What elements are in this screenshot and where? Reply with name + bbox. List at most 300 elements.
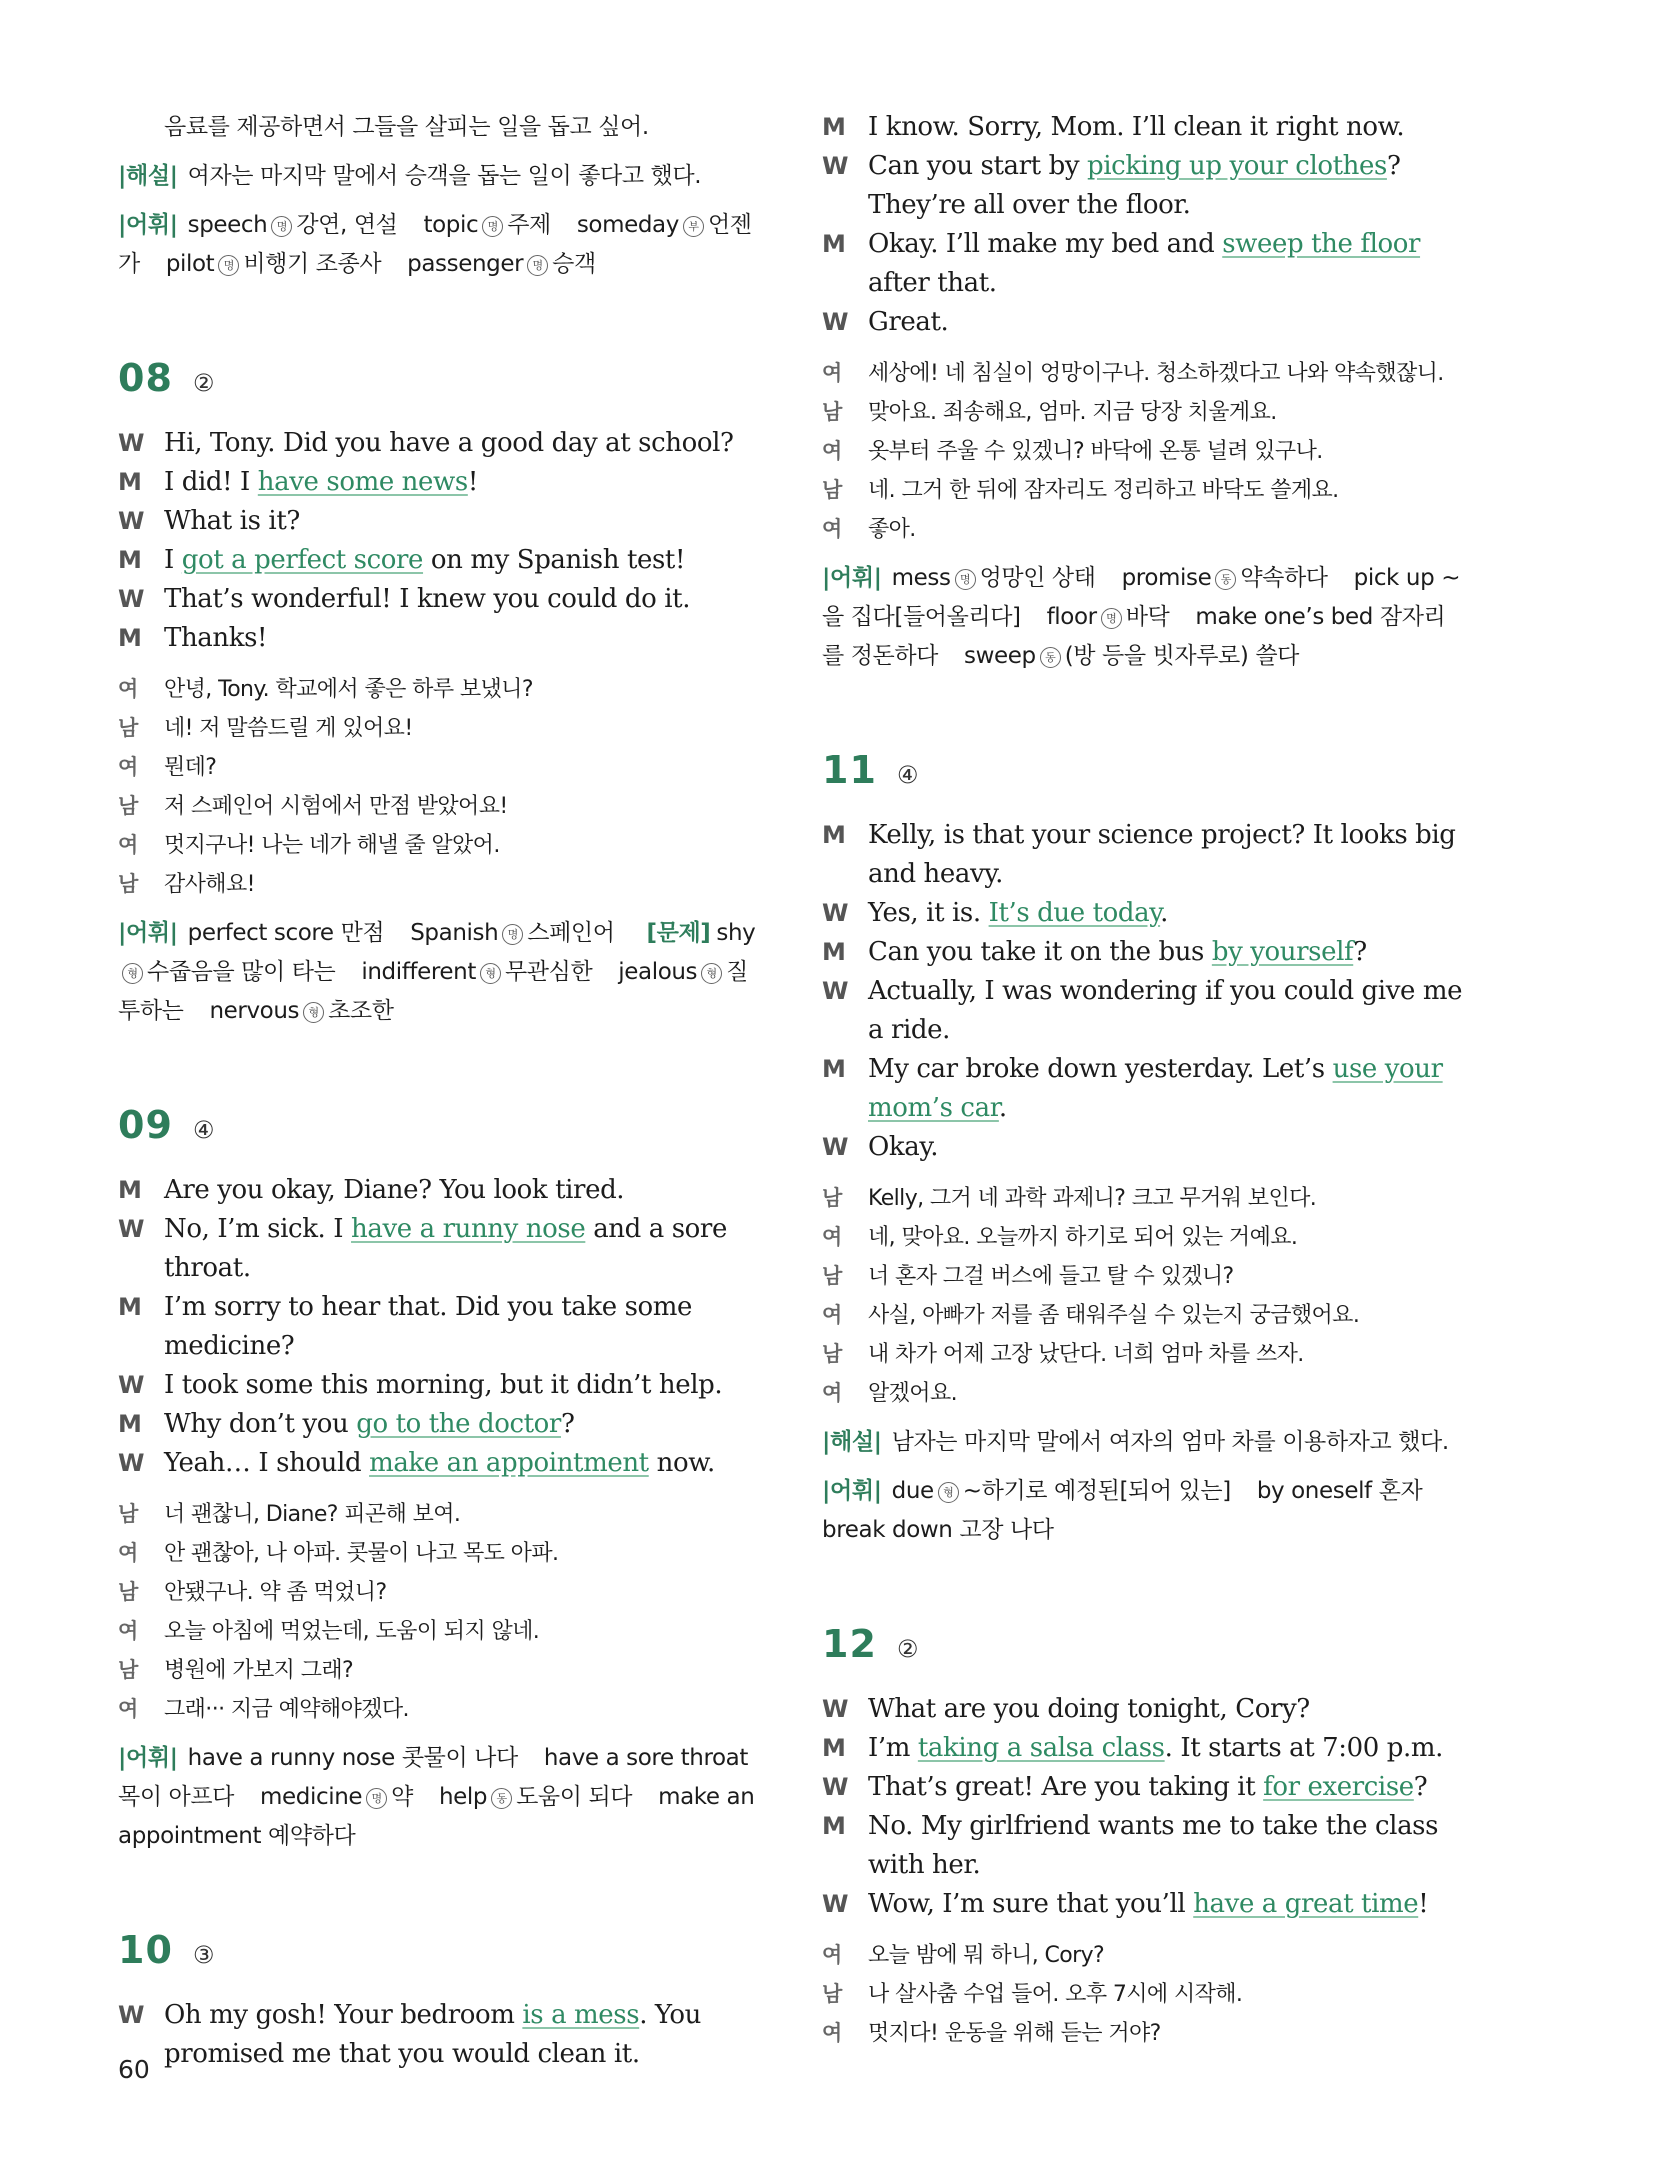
translation-continuation: 음료를 제공하면서 그들을 살피는 일을 돕고 싶어.: [164, 114, 649, 140]
section-heading: [118, 356, 763, 418]
translation-line: [822, 1335, 1467, 1374]
translation-line: [118, 1651, 763, 1690]
key-phrase: sweep the floor: [1222, 229, 1421, 259]
translation-line: [118, 1573, 763, 1612]
dialogue-text: [868, 1729, 1467, 1768]
dialogue-line: [118, 463, 763, 502]
vocab-word: floor: [1046, 604, 1097, 630]
vocab-meaning: 엉망인 상태: [979, 565, 1096, 591]
translation-text: 알겠어요.: [868, 1381, 958, 1406]
section-heading: [822, 748, 1467, 810]
translation-line: [118, 826, 763, 865]
text-part: .: [998, 1093, 1007, 1123]
part-of-speech-mark: 명: [271, 216, 292, 237]
text-part: Oh my gosh! Your bedroom: [164, 2000, 523, 2030]
dialogue-text: [868, 225, 1467, 303]
dialogue-text: [868, 108, 1467, 147]
translation-text: 병원에 가보지 그래?: [164, 1658, 354, 1683]
text-part: What are you doing tonight, Cory?: [868, 1694, 1310, 1724]
dialogue-text: [164, 1210, 763, 1288]
text-part: Yes, it is.: [868, 898, 989, 928]
speaker-label: 여: [118, 677, 138, 701]
dialogue-text: [164, 1171, 763, 1210]
dialogue-text: [868, 303, 1467, 342]
speaker-label: M: [118, 468, 142, 496]
vocabulary-note: [118, 914, 763, 1031]
text-part: Wow, I’m sure that you’ll: [868, 1889, 1194, 1919]
translation-line: [822, 1179, 1467, 1218]
text-part: Okay.: [868, 1132, 939, 1162]
speaker-label: 남: [822, 400, 842, 424]
dialogue-text: [164, 1405, 763, 1444]
text-part: ?: [1353, 937, 1367, 967]
text-part: Are you okay, Diane? You look tired.: [164, 1175, 625, 1205]
vocab-meaning: 목이 아프다: [118, 1784, 235, 1810]
translation-line: [822, 1374, 1467, 1413]
text-part: ?: [560, 1409, 575, 1439]
speaker-label: 여: [822, 361, 842, 385]
dialogue-line: [118, 1405, 763, 1444]
speaker-label: 남: [822, 1342, 842, 1366]
vocabulary-tag: |어휘|: [118, 1745, 178, 1771]
text-part: I’m: [868, 1733, 918, 1763]
vocab-meaning: 수줍음을 많이 타는: [147, 959, 336, 985]
explanation: [118, 157, 763, 196]
translation-line: [118, 865, 763, 904]
section-heading: [118, 1103, 763, 1165]
dialogue-line: [822, 1768, 1467, 1807]
section-heading: [118, 1928, 763, 1990]
speaker-label: 여: [822, 1303, 842, 1327]
text-part: !: [467, 467, 478, 497]
section-10-start: [118, 1928, 763, 2074]
translation-text: 그래··· 지금 예약해야겠다.: [164, 1697, 409, 1722]
vocab-word: by oneself: [1256, 1478, 1372, 1504]
dialogue-text: [164, 424, 763, 463]
section-09: [118, 1103, 763, 1856]
speaker-label: W: [822, 152, 849, 180]
text-part: No, I’m sick. I: [164, 1214, 352, 1244]
question-number: 11: [822, 748, 877, 792]
translation-block: [822, 1179, 1467, 1413]
vocab-meaning: 스페인어: [527, 920, 615, 946]
part-of-speech-mark: 동: [491, 1788, 512, 1809]
translation-block: [118, 1495, 763, 1729]
key-phrase: It’s due today: [988, 898, 1161, 928]
dialogue-line: [822, 303, 1467, 342]
translation-text: 감사해요!: [164, 872, 255, 897]
speaker-label: W: [118, 1215, 145, 1243]
translation-line: [822, 510, 1467, 549]
speaker-label: M: [118, 1293, 142, 1321]
speaker-label: M: [822, 1055, 846, 1083]
vocab-word: make one’s bed: [1195, 604, 1373, 630]
text-part: Thanks!: [164, 623, 268, 653]
translation-line: [118, 1495, 763, 1534]
translation-text: 안됐구나. 약 좀 먹었니?: [164, 1580, 387, 1605]
text-part: Great.: [868, 307, 949, 337]
dialogue-line: [118, 1366, 763, 1405]
speaker-label: W: [822, 1695, 849, 1723]
speaker-label: W: [118, 507, 145, 535]
part-of-speech-mark: 명: [366, 1788, 387, 1809]
speaker-label: 여: [822, 439, 842, 463]
part-of-speech-mark: 명: [482, 216, 503, 237]
speaker-label: 여: [822, 1943, 842, 1967]
text-part: I did! I: [164, 467, 258, 497]
translation-line: [118, 1690, 763, 1729]
speaker-label: W: [822, 1133, 849, 1161]
key-phrase: for exercise: [1263, 1772, 1414, 1802]
vocab-word: nervous: [209, 998, 300, 1024]
translation-block: [822, 354, 1467, 549]
vocab-meaning: 무관심한: [504, 959, 593, 985]
translation-line: [822, 1257, 1467, 1296]
dialogue-line: [822, 972, 1467, 1050]
text-part: I know. Sorry, Mom. I’ll clean it right now.: [868, 112, 1405, 142]
page-number: 60: [118, 2055, 150, 2084]
translation-text: 맞아요. 죄송해요, 엄마. 지금 당장 치울게요.: [868, 400, 1277, 425]
translation-line: [118, 670, 763, 709]
vocab-word: passenger: [407, 251, 524, 277]
vocab-word: topic: [423, 212, 479, 238]
translation-line: [822, 432, 1467, 471]
section-11: [822, 748, 1467, 1550]
speaker-label: 여: [822, 517, 842, 541]
dialogue-line: [118, 580, 763, 619]
speaker-label: 여: [118, 1697, 138, 1721]
translation-text: 네, 맞아요. 오늘까지 하기로 되어 있는 거예요.: [868, 1225, 1298, 1250]
speaker-label: M: [822, 1812, 846, 1840]
text-part: That’s wonderful! I knew you could do it.: [164, 584, 691, 614]
explanation-text: 남자는 마지막 말에서 여자의 엄마 차를 이용하자고 했다.: [891, 1429, 1449, 1455]
vocab-word: medicine: [260, 1784, 363, 1810]
part-of-speech-mark: 명: [218, 255, 239, 276]
speaker-label: 여: [118, 1619, 138, 1643]
dialogue-text: [164, 541, 763, 580]
translation-line: [822, 2014, 1467, 2053]
speaker-label: W: [822, 1773, 849, 1801]
vocab-word: someday: [576, 212, 679, 238]
translation-line: [822, 1218, 1467, 1257]
vocab-word: indifferent: [361, 959, 476, 985]
text-part: Can you take it on the bus: [868, 937, 1212, 967]
vocab-word: speech: [187, 212, 268, 238]
translation-line: [822, 471, 1467, 510]
translation-text: 좋아.: [868, 517, 916, 542]
speaker-label: M: [118, 624, 142, 652]
vocab-meaning: 강연, 연설: [296, 212, 398, 238]
dialogue-line: [822, 1729, 1467, 1768]
part-of-speech-mark: 동: [1040, 647, 1061, 668]
dialogue-text: [164, 580, 763, 619]
vocabulary-tag: |어휘|: [118, 920, 178, 946]
vocab-word: make an appointment: [118, 1784, 755, 1849]
vocab-word: sweep: [964, 643, 1036, 669]
dialogue-text: [164, 463, 763, 502]
dialogue-text: [164, 1996, 763, 2074]
dialogue-text: [164, 1366, 763, 1405]
part-of-speech-mark: 명: [1101, 608, 1122, 629]
vocab-meaning: 비행기 조종사: [243, 251, 382, 277]
translation-block: [822, 1936, 1467, 2053]
text-part: ? They’re all over the floor.: [868, 151, 1401, 220]
key-phrase: make an appointment: [369, 1448, 649, 1478]
translation-line: [822, 354, 1467, 393]
speaker-label: 여: [822, 1381, 842, 1405]
vocab-meaning: 고장 나다: [959, 1517, 1054, 1543]
speaker-label: W: [822, 308, 849, 336]
question-number: 10: [118, 1928, 173, 1972]
dialogue-line: [822, 816, 1467, 894]
text-part: . You promised me that you would clean it.: [164, 2000, 702, 2069]
speaker-label: 여: [118, 833, 138, 857]
translation-text: 너 혼자 그걸 버스에 들고 탈 수 있겠니?: [868, 1264, 1234, 1289]
dialogue-line: [118, 1288, 763, 1366]
dialogue-text: [164, 1288, 763, 1366]
speaker-label: 남: [822, 1186, 842, 1210]
vocab-meaning: 질투하는: [118, 959, 748, 1024]
explanation-tag: |해설|: [822, 1429, 882, 1455]
dialogue-text: [868, 894, 1467, 933]
dialogue-line: [118, 541, 763, 580]
vocab-meaning: 만점: [340, 920, 385, 946]
dialogue-line: [822, 1050, 1467, 1128]
dialogue-text: [868, 1807, 1467, 1885]
key-phrase: by yourself: [1211, 937, 1354, 967]
speaker-label: 남: [822, 1264, 842, 1288]
dialogue-text: [868, 933, 1467, 972]
vocabulary-note: [118, 206, 763, 284]
vocab-meaning: ~을 집다[들어올리다]: [822, 565, 1461, 630]
text-part: and a sore throat.: [164, 1214, 727, 1283]
text-part: Why don’t you: [164, 1409, 357, 1439]
vocabulary-note: [822, 559, 1467, 676]
translation-block: [118, 670, 763, 904]
dialogue-line: [822, 1885, 1467, 1924]
part-of-speech-mark: 형: [938, 1482, 959, 1503]
section-08: [118, 356, 763, 1031]
speaker-label: M: [822, 821, 846, 849]
dialogue-text: [164, 1444, 763, 1483]
dialogue-text: [868, 1128, 1467, 1167]
translation-line: [118, 1534, 763, 1573]
text-part: Hi, Tony. Did you have a good day at school?: [164, 428, 734, 458]
text-part: .: [1160, 898, 1168, 928]
part-of-speech-mark: 형: [122, 963, 143, 984]
answer-mark: ④: [192, 1116, 215, 1144]
text-part: I: [164, 545, 182, 575]
vocabulary-tag: |어휘|: [118, 212, 178, 238]
speaker-label: 여: [118, 1541, 138, 1565]
dialogue-line: [118, 1444, 763, 1483]
vocab-meaning: 약: [391, 1784, 413, 1810]
vocab-word: pilot: [165, 251, 215, 277]
speaker-label: 남: [118, 1658, 138, 1682]
text-part: . It starts at 7:00 p.m.: [1164, 1733, 1444, 1763]
speaker-label: W: [118, 2001, 145, 2029]
vocabulary-note: [118, 1739, 763, 1856]
text-part: Actually, I was wondering if you could give me a ride.: [868, 976, 1463, 1045]
speaker-label: W: [118, 585, 145, 613]
dialogue-line: [118, 1996, 763, 2074]
dialogue-text: [868, 972, 1467, 1050]
vocab-word: perfect score: [187, 920, 334, 946]
translation-text: 네. 그거 한 뒤에 잠자리도 정리하고 바닥도 쓸게요.: [868, 478, 1339, 503]
translation-text: Kelly, 그거 네 과학 과제니? 크고 무거워 보인다.: [868, 1186, 1317, 1211]
explanation-text: 여자는 마지막 말에서 승객을 돕는 일이 좋다고 했다.: [187, 163, 702, 189]
vocab-meaning: 혼자: [1378, 1478, 1423, 1504]
part-of-speech-mark: 명: [955, 569, 976, 590]
translation-line: [118, 748, 763, 787]
text-part: Okay. I’ll make my bed and: [868, 229, 1223, 259]
translation-text: 멋지구나! 나는 네가 해낼 줄 알았어.: [164, 833, 500, 858]
text-part: Can you start by: [868, 151, 1087, 181]
question-number: 12: [822, 1622, 877, 1666]
vocab-meaning: 언젠가: [118, 212, 752, 277]
speaker-label: W: [118, 1449, 145, 1477]
speaker-label: M: [822, 230, 846, 258]
text-part: My car broke down yesterday. Let’s: [868, 1054, 1333, 1084]
translation-text: 저 스페인어 시험에서 만점 받았어요!: [164, 794, 508, 819]
vocab-word: due: [891, 1478, 934, 1504]
section-10-continued: [822, 108, 1467, 676]
speaker-label: M: [118, 1176, 142, 1204]
text-part: What is it?: [164, 506, 300, 536]
left-column: [118, 108, 763, 2074]
text-part: !: [1418, 1889, 1429, 1919]
answer-mark: ④: [896, 761, 919, 789]
dialogue-line: [822, 894, 1467, 933]
speaker-label: 여: [822, 1225, 842, 1249]
dialogue-line: [822, 225, 1467, 303]
translation-text: 나 살사춤 수업 들어. 오후 7시에 시작해.: [868, 1982, 1243, 2007]
part-of-speech-mark: 명: [527, 255, 548, 276]
text-part: ?: [1413, 1772, 1428, 1802]
dialogue-line: [118, 619, 763, 658]
dialogue-text: [868, 816, 1467, 894]
answer-mark: ③: [192, 1941, 215, 1969]
translation-text: 내 차가 어제 고장 났단다. 너희 엄마 차를 쓰자.: [868, 1342, 1304, 1367]
translation-line: [822, 1296, 1467, 1335]
vocab-word: pick up: [1353, 565, 1435, 591]
translation-text: 너 괜찮니, Diane? 피곤해 보여.: [164, 1502, 461, 1527]
text-part: That’s great! Are you taking it: [868, 1772, 1264, 1802]
vocab-word: help: [438, 1784, 488, 1810]
translation-line: [118, 787, 763, 826]
part-of-speech-mark: 형: [480, 963, 501, 984]
dialogue-line: [822, 147, 1467, 225]
dialogue-text: [164, 619, 763, 658]
translation-text: 네! 저 말씀드릴 게 있어요!: [164, 716, 413, 741]
speaker-label: 남: [118, 1580, 138, 1604]
translation-text: 옷부터 주울 수 있겠니? 바닥에 온통 널려 있구나.: [868, 439, 1323, 464]
speaker-label: W: [118, 429, 145, 457]
speaker-label: M: [822, 938, 846, 966]
dialogue-text: [868, 1885, 1467, 1924]
vocabulary-note: [822, 1472, 1467, 1550]
speaker-label: 남: [118, 794, 138, 818]
speaker-label: W: [822, 977, 849, 1005]
translation-text: 세상에! 네 침실이 엉망이구나. 청소하겠다고 나와 약속했잖니.: [868, 361, 1444, 386]
part-of-speech-mark: 형: [303, 1002, 324, 1023]
speaker-label: 여: [118, 755, 138, 779]
question-number: 09: [118, 1103, 173, 1147]
vocab-meaning: 초조한: [328, 998, 394, 1024]
dialogue-line: [822, 1690, 1467, 1729]
vocab-word: jealous: [618, 959, 698, 985]
vocab-meaning: 바닥: [1125, 604, 1170, 630]
vocab-word: Spanish: [410, 920, 499, 946]
dialogue-line: [118, 1210, 763, 1288]
vocab-word: have a sore throat: [543, 1745, 748, 1771]
vocab-meaning: (방 등을 빗자루로) 쓸다: [1064, 643, 1299, 669]
key-phrase: have a runny nose: [351, 1214, 586, 1244]
speaker-label: W: [118, 1371, 145, 1399]
text-part: after that.: [868, 268, 997, 298]
dialogue-text: [868, 147, 1467, 225]
speaker-label: W: [822, 1890, 849, 1918]
translation-text: 뭔데?: [164, 755, 217, 780]
text-part: I took some this morning, but it didn’t help.: [164, 1370, 723, 1400]
speaker-label: 여: [822, 2021, 842, 2045]
section-12: [822, 1622, 1467, 2053]
translation-line: [822, 1936, 1467, 1975]
explanation: [822, 1423, 1467, 1462]
dialogue-line: [822, 933, 1467, 972]
question-tag: [문제]: [646, 920, 711, 946]
translation-text: 안 괜찮아, 나 아파. 콧물이 나고 목도 아파.: [164, 1541, 559, 1566]
vocab-meaning: 도움이 되다: [516, 1784, 633, 1810]
dialogue-text: [164, 502, 763, 541]
translation-line: [822, 1975, 1467, 2014]
speaker-label: 남: [822, 1982, 842, 2006]
vocabulary-tag: |어휘|: [822, 565, 882, 591]
vocab-meaning: 예약하다: [268, 1823, 356, 1849]
translation-line: [822, 393, 1467, 432]
dialogue-text: [868, 1768, 1467, 1807]
speaker-label: 남: [118, 1502, 138, 1526]
dialogue-line: [822, 1128, 1467, 1167]
key-phrase: is a mess: [522, 2000, 640, 2030]
key-phrase: have a great time: [1193, 1889, 1419, 1919]
answer-mark: ②: [192, 369, 215, 397]
text-part: Kelly, is that your science project? It looks big and heavy.: [868, 820, 1456, 889]
speaker-label: M: [118, 1410, 142, 1438]
dialogue-line: [822, 108, 1467, 147]
right-column: [822, 108, 1467, 2053]
speaker-label: M: [822, 1734, 846, 1762]
vocab-meaning: ~하기로 예정된[되어 있는]: [962, 1478, 1231, 1504]
key-phrase: taking a salsa class: [917, 1733, 1165, 1763]
speaker-label: W: [822, 899, 849, 927]
key-phrase: use your mom’s car: [868, 1054, 1443, 1123]
dialogue-line: [118, 424, 763, 463]
vocab-word: have a runny nose: [187, 1745, 395, 1771]
explanation-tag: |해설|: [118, 163, 178, 189]
part-of-speech-mark: 동: [1215, 569, 1236, 590]
translation-text: 멋지다! 운동을 위해 듣는 거야?: [868, 2021, 1161, 2046]
key-phrase: picking up your clothes: [1087, 151, 1387, 181]
translation-line: [118, 709, 763, 748]
key-phrase: got a perfect score: [181, 545, 424, 575]
translation-text: 사실, 아빠가 저를 좀 태워주실 수 있는지 궁금했어요.: [868, 1303, 1360, 1328]
text-part: Yeah… I should: [164, 1448, 370, 1478]
text-part: on my Spanish test!: [423, 545, 686, 575]
vocab-meaning: 잠자리를 정돈하다: [822, 604, 1446, 669]
section-heading: [822, 1622, 1467, 1684]
translation-text: 오늘 밤에 뭐 하니, Cory?: [868, 1943, 1105, 1968]
